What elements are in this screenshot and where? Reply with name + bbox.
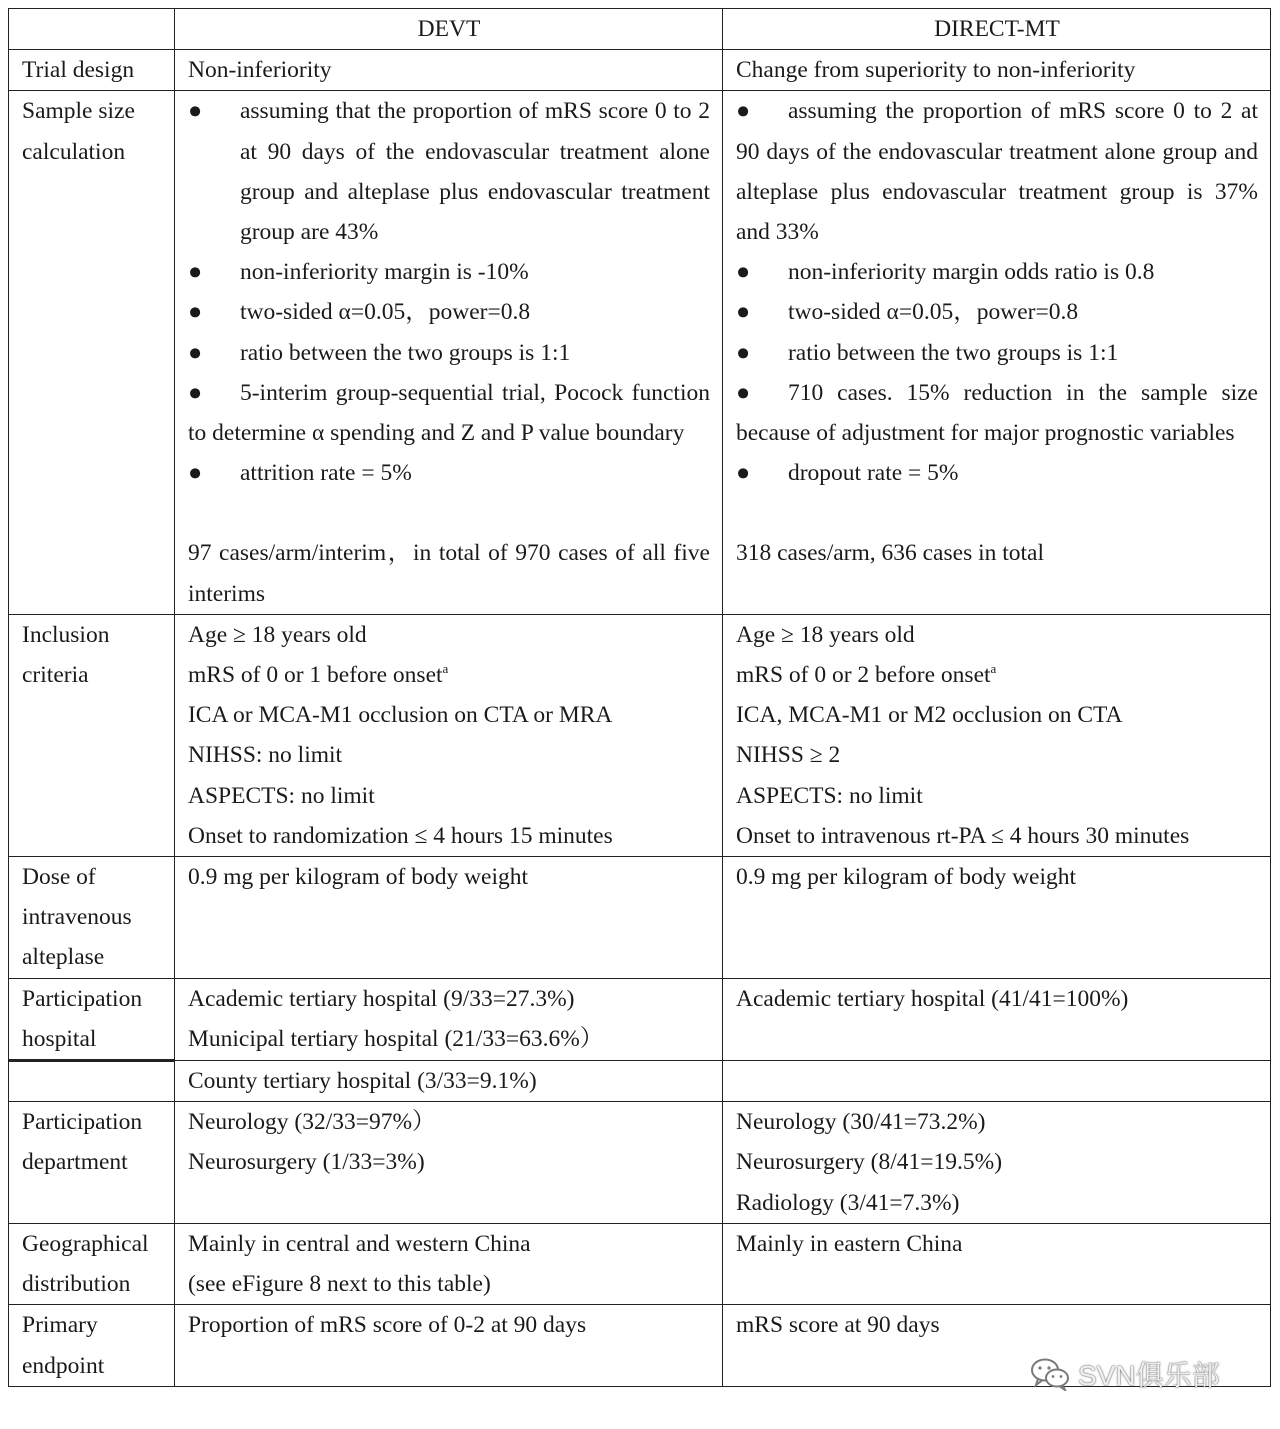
- row-dose: [9, 857, 1271, 979]
- bullet-item: ● non-inferiority margin is -10%: [188, 252, 710, 292]
- row-label: [9, 1061, 175, 1102]
- criterion: ASPECTS: no limit: [187, 782, 375, 809]
- criterion: Age ≥ 18 years old: [187, 621, 367, 648]
- bullet-icon: ●: [735, 379, 751, 406]
- row-geographical-distribution: [9, 1223, 1271, 1304]
- criterion: Age ≥ 18 years old: [735, 621, 915, 648]
- bullet-icon: ●: [187, 98, 203, 125]
- row-label: Dose of intravenous alteplase: [9, 857, 175, 979]
- wechat-icon: [1030, 1357, 1070, 1391]
- bullet-item: ● attrition rate = 5%: [188, 453, 710, 493]
- devt-cell: County tertiary hospital (3/33=9.1%): [174, 1061, 722, 1102]
- bullet-item: ● assuming the proportion of mRS score 0 to 2 at 90 days of the endovascular treatment alone group and alteplase plus endovascular treatment group is 37% and 33%: [736, 91, 1258, 252]
- bullet-icon: ●: [187, 299, 203, 326]
- bullet-item: ● assuming that the proportion of mRS score 0 to 2 at 90 days of the endovascular treatment alone group and alteplase plus endovascular treatment group are 43%: [188, 91, 710, 252]
- bullet-icon: ●: [187, 259, 203, 286]
- department-line: Neurology (30/41=73.2%): [735, 1109, 986, 1136]
- bullet-item: ● two-sided α=0.05，power=0.8: [736, 292, 1258, 332]
- criterion: ICA or MCA-M1 occlusion on CTA or MRA: [187, 702, 613, 729]
- bullet-icon: ●: [735, 98, 751, 125]
- row-participation-hospital: [9, 978, 1271, 1060]
- row-label: Trial design: [9, 50, 175, 91]
- row-inclusion-criteria: [9, 614, 1271, 856]
- devt-sample-total: 97 cases/arm/interim，in total of 970 cases of all five interims: [187, 540, 710, 607]
- footnote-marker: a: [990, 661, 997, 677]
- criterion: Onset to intravenous rt-PA ≤ 4 hours 30 minutes: [735, 822, 1190, 849]
- direct-cell: Academic tertiary hospital (41/41=100%): [722, 978, 1270, 1060]
- header-direct-mt: DIRECT-MT: [722, 9, 1270, 50]
- direct-cell: mRS score at 90 days: [722, 1305, 1270, 1386]
- direct-cell: [722, 614, 1270, 856]
- bullet-icon: ●: [735, 460, 751, 487]
- bullet-item: ● dropout rate = 5%: [736, 453, 1258, 493]
- criterion: NIHSS: no limit: [187, 742, 343, 769]
- watermark: [1030, 1352, 1220, 1396]
- row-label: Sample size calculation: [9, 91, 175, 614]
- direct-cell: [722, 1061, 1270, 1102]
- bullet-icon: ●: [187, 339, 203, 366]
- direct-cell: Change from superiority to non-inferiority: [722, 50, 1270, 91]
- bullet-icon: ●: [735, 339, 751, 366]
- row-label: Geographical distribution: [9, 1223, 175, 1304]
- devt-cell: Non-inferiority: [174, 50, 722, 91]
- bullet-item: ● two-sided α=0.05，power=0.8: [188, 292, 710, 332]
- footnote-marker: a: [442, 661, 449, 677]
- bullet-icon: ●: [187, 379, 203, 406]
- department-line: Neurosurgery (8/41=19.5%): [735, 1149, 1003, 1176]
- bullet-icon: ●: [187, 460, 203, 487]
- criterion: NIHSS ≥ 2: [735, 742, 841, 769]
- row-label: Inclusion criteria: [9, 614, 175, 856]
- watermark-text: SVN俱乐部: [1078, 1360, 1220, 1391]
- bullet-item: ● non-inferiority margin odds ratio is 0.8: [736, 252, 1258, 292]
- bullet-item: ● ratio between the two groups is 1:1: [188, 333, 710, 373]
- geo-line: (see eFigure 8 next to this table): [187, 1271, 491, 1298]
- devt-cell: 0.9 mg per kilogram of body weight: [174, 857, 722, 979]
- department-line: Neurology (32/33=97%）: [187, 1109, 436, 1136]
- criterion: ICA, MCA-M1 or M2 occlusion on CTA: [735, 702, 1123, 729]
- direct-cell: [722, 91, 1270, 614]
- department-line: Neurosurgery (1/33=3%): [187, 1149, 425, 1176]
- row-label: Participation hospital: [9, 978, 175, 1060]
- department-line: Radiology (3/41=7.3%): [735, 1189, 960, 1216]
- devt-cell: [174, 91, 722, 614]
- row-participation-department: [9, 1102, 1271, 1224]
- row-trial-design: [9, 50, 1271, 91]
- devt-cell: [174, 978, 722, 1060]
- row-sample-size: [9, 91, 1271, 614]
- blank-line: [188, 493, 710, 533]
- row-label: Primary endpoint: [9, 1305, 175, 1386]
- criterion: ASPECTS: no limit: [735, 782, 923, 809]
- direct-cell: [722, 1102, 1270, 1224]
- header-corner: [9, 9, 175, 50]
- devt-cell: Proportion of mRS score of 0-2 at 90 days: [174, 1305, 722, 1386]
- comparison-table: [8, 8, 1271, 1387]
- direct-cell: 0.9 mg per kilogram of body weight: [722, 857, 1270, 979]
- criterion: mRS of 0 or 2 before onset$^a$: [735, 661, 997, 689]
- direct-sample-total: 318 cases/arm, 636 cases in total: [735, 540, 1045, 567]
- devt-cell: [174, 1102, 722, 1224]
- bullet-icon: ●: [735, 259, 751, 286]
- bullet-item: ● 5-interim group-sequential trial, Pocock function to determine α spending and Z and P value boundary: [188, 373, 710, 453]
- geo-line: Mainly in central and western China: [187, 1230, 531, 1257]
- header-row: [9, 9, 1271, 50]
- criterion: mRS of 0 or 1 before onset$^a$: [187, 661, 449, 689]
- bullet-item: ● ratio between the two groups is 1:1: [736, 333, 1258, 373]
- devt-cell: [174, 614, 722, 856]
- header-devt: DEVT: [174, 9, 722, 50]
- row-label: Participation department: [9, 1102, 175, 1224]
- hospital-line: Academic tertiary hospital (9/33=27.3%): [187, 985, 575, 1012]
- devt-cell: [174, 1223, 722, 1304]
- hospital-line: Municipal tertiary hospital (21/33=63.6%）: [187, 1025, 604, 1052]
- blank-line: [736, 493, 1258, 533]
- direct-cell: Mainly in eastern China: [722, 1223, 1270, 1304]
- bullet-icon: ●: [735, 299, 751, 326]
- row-county-hospital: [9, 1061, 1271, 1102]
- criterion: Onset to randomization ≤ 4 hours 15 minutes: [187, 822, 613, 849]
- bullet-item: ● 710 cases. 15% reduction in the sample size because of adjustment for major prognostic variables: [736, 373, 1258, 453]
